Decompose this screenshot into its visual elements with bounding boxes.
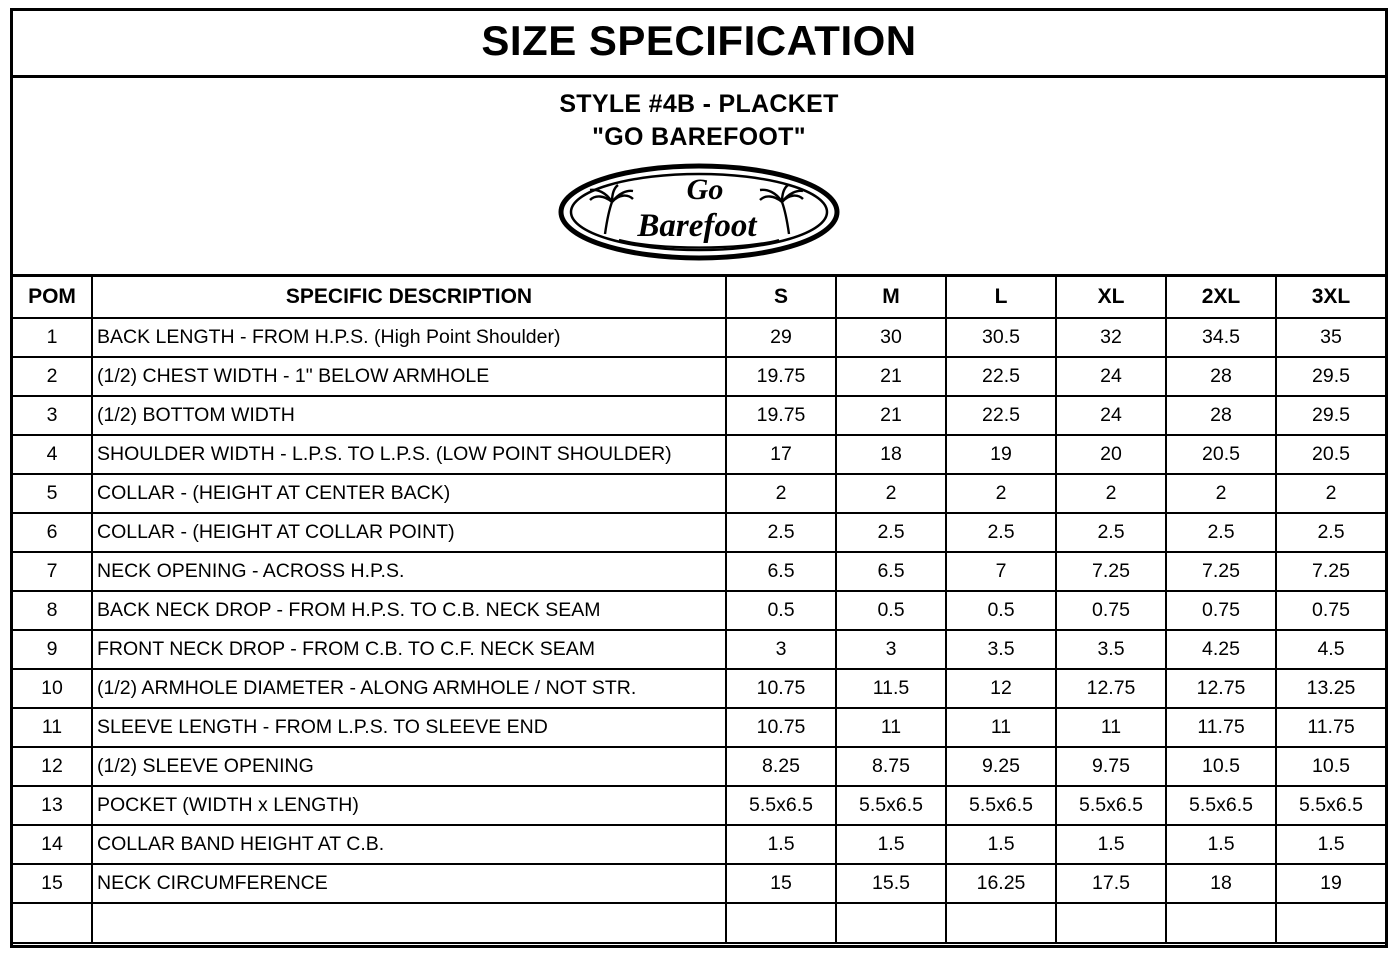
cell-2xl: 0.75	[1166, 591, 1276, 630]
cell-xl	[1056, 903, 1166, 943]
table-row	[13, 396, 1385, 435]
measurement-table-area	[13, 277, 1385, 945]
cell-m: 3	[836, 630, 946, 669]
cell-m: 11.5	[836, 669, 946, 708]
cell-xl: 9.75	[1056, 747, 1166, 786]
cell-3xl: 0.75	[1276, 591, 1385, 630]
cell-l: 22.5	[946, 357, 1056, 396]
cell-pom: 2	[13, 357, 92, 396]
cell-2xl: 5.5x6.5	[1166, 786, 1276, 825]
cell-m: 15.5	[836, 864, 946, 903]
cell-2xl: 2	[1166, 474, 1276, 513]
cell-m: 0.5	[836, 591, 946, 630]
cell-xl: 2	[1056, 474, 1166, 513]
cell-3xl: 13.25	[1276, 669, 1385, 708]
cell-xl: 20	[1056, 435, 1166, 474]
table-row	[13, 903, 1385, 943]
column-header-m: M	[836, 277, 946, 318]
cell-2xl: 2.5	[1166, 513, 1276, 552]
cell-description: BACK NECK DROP - FROM H.P.S. TO C.B. NECK SEAM	[92, 591, 726, 630]
cell-description: COLLAR BAND HEIGHT AT C.B.	[92, 825, 726, 864]
cell-3xl: 7.25	[1276, 552, 1385, 591]
column-header-s: S	[726, 277, 836, 318]
cell-m: 30	[836, 318, 946, 357]
cell-l: 30.5	[946, 318, 1056, 357]
cell-s: 6.5	[726, 552, 836, 591]
cell-description: BACK LENGTH - FROM H.P.S. (High Point Shoulder)	[92, 318, 726, 357]
brand-name: "GO BAREFOOT"	[592, 123, 806, 151]
style-name: STYLE #4B - PLACKET	[559, 90, 839, 118]
cell-xl: 12.75	[1056, 669, 1166, 708]
cell-2xl: 11.75	[1166, 708, 1276, 747]
cell-s: 2	[726, 474, 836, 513]
column-header-xl: XL	[1056, 277, 1166, 318]
column-header-l: L	[946, 277, 1056, 318]
cell-s: 15	[726, 864, 836, 903]
cell-xl: 17.5	[1056, 864, 1166, 903]
cell-l: 22.5	[946, 396, 1056, 435]
cell-l: 3.5	[946, 630, 1056, 669]
cell-xl: 24	[1056, 357, 1166, 396]
cell-l: 19	[946, 435, 1056, 474]
cell-m: 5.5x6.5	[836, 786, 946, 825]
cell-3xl: 29.5	[1276, 357, 1385, 396]
cell-2xl: 28	[1166, 396, 1276, 435]
cell-pom: 3	[13, 396, 92, 435]
cell-xl: 3.5	[1056, 630, 1166, 669]
cell-xl: 11	[1056, 708, 1166, 747]
cell-pom: 1	[13, 318, 92, 357]
table-row	[13, 435, 1385, 474]
cell-description: COLLAR - (HEIGHT AT CENTER BACK)	[92, 474, 726, 513]
cell-description: (1/2) ARMHOLE DIAMETER - ALONG ARMHOLE / NOT STR.	[92, 669, 726, 708]
cell-description: FRONT NECK DROP - FROM C.B. TO C.F. NECK SEAM	[92, 630, 726, 669]
cell-m: 1.5	[836, 825, 946, 864]
cell-m	[836, 903, 946, 943]
cell-m: 6.5	[836, 552, 946, 591]
cell-l: 12	[946, 669, 1056, 708]
cell-s	[726, 903, 836, 943]
cell-s: 19.75	[726, 396, 836, 435]
cell-l: 9.25	[946, 747, 1056, 786]
table-row	[13, 786, 1385, 825]
cell-pom: 15	[13, 864, 92, 903]
table-row	[13, 591, 1385, 630]
cell-m: 18	[836, 435, 946, 474]
cell-l: 1.5	[946, 825, 1056, 864]
cell-3xl: 2	[1276, 474, 1385, 513]
table-row	[13, 864, 1385, 903]
cell-s: 2.5	[726, 513, 836, 552]
cell-l: 0.5	[946, 591, 1056, 630]
cell-pom: 6	[13, 513, 92, 552]
cell-s: 10.75	[726, 669, 836, 708]
cell-description: SLEEVE LENGTH - FROM L.P.S. TO SLEEVE END	[92, 708, 726, 747]
cell-s: 29	[726, 318, 836, 357]
cell-3xl: 11.75	[1276, 708, 1385, 747]
cell-pom: 9	[13, 630, 92, 669]
cell-l: 7	[946, 552, 1056, 591]
cell-2xl: 4.25	[1166, 630, 1276, 669]
cell-pom: 10	[13, 669, 92, 708]
cell-s: 10.75	[726, 708, 836, 747]
logo-text-barefoot: Barefoot	[636, 208, 757, 244]
cell-description	[92, 903, 726, 943]
cell-3xl	[1276, 903, 1385, 943]
cell-2xl	[1166, 903, 1276, 943]
cell-s: 1.5	[726, 825, 836, 864]
cell-s: 8.25	[726, 747, 836, 786]
cell-m: 8.75	[836, 747, 946, 786]
cell-pom: 14	[13, 825, 92, 864]
cell-l: 2.5	[946, 513, 1056, 552]
cell-pom: 13	[13, 786, 92, 825]
cell-pom	[13, 903, 92, 943]
page-title: SIZE SPECIFICATION	[481, 17, 917, 64]
cell-m: 21	[836, 396, 946, 435]
cell-description: POCKET (WIDTH x LENGTH)	[92, 786, 726, 825]
cell-3xl: 19	[1276, 864, 1385, 903]
table-row	[13, 747, 1385, 786]
cell-s: 17	[726, 435, 836, 474]
cell-m: 21	[836, 357, 946, 396]
spec-sheet	[10, 8, 1388, 948]
cell-s: 5.5x6.5	[726, 786, 836, 825]
table-row	[13, 825, 1385, 864]
cell-pom: 4	[13, 435, 92, 474]
cell-xl: 1.5	[1056, 825, 1166, 864]
cell-l: 2	[946, 474, 1056, 513]
style-header-block	[13, 78, 1385, 277]
cell-l: 5.5x6.5	[946, 786, 1056, 825]
cell-xl: 0.75	[1056, 591, 1166, 630]
cell-s: 0.5	[726, 591, 836, 630]
cell-description: COLLAR - (HEIGHT AT COLLAR POINT)	[92, 513, 726, 552]
brand-logo	[13, 162, 1385, 262]
table-row	[13, 318, 1385, 357]
go-barefoot-logo-icon	[557, 162, 842, 262]
cell-s: 3	[726, 630, 836, 669]
cell-description: (1/2) CHEST WIDTH - 1" BELOW ARMHOLE	[92, 357, 726, 396]
cell-l	[946, 903, 1056, 943]
cell-3xl: 29.5	[1276, 396, 1385, 435]
table-header-row	[13, 277, 1385, 318]
cell-2xl: 10.5	[1166, 747, 1276, 786]
cell-2xl: 18	[1166, 864, 1276, 903]
cell-description: NECK CIRCUMFERENCE	[92, 864, 726, 903]
cell-l: 16.25	[946, 864, 1056, 903]
cell-pom: 11	[13, 708, 92, 747]
cell-3xl: 10.5	[1276, 747, 1385, 786]
cell-2xl: 1.5	[1166, 825, 1276, 864]
table-row	[13, 513, 1385, 552]
table-body	[13, 318, 1385, 943]
document-title-bar	[13, 11, 1385, 78]
column-header-2xl: 2XL	[1166, 277, 1276, 318]
cell-description: (1/2) SLEEVE OPENING	[92, 747, 726, 786]
cell-pom: 7	[13, 552, 92, 591]
cell-2xl: 20.5	[1166, 435, 1276, 474]
cell-pom: 8	[13, 591, 92, 630]
column-header-description: SPECIFIC DESCRIPTION	[92, 277, 726, 318]
cell-3xl: 4.5	[1276, 630, 1385, 669]
cell-3xl: 5.5x6.5	[1276, 786, 1385, 825]
cell-2xl: 28	[1166, 357, 1276, 396]
cell-2xl: 34.5	[1166, 318, 1276, 357]
cell-3xl: 20.5	[1276, 435, 1385, 474]
column-header-3xl: 3XL	[1276, 277, 1385, 318]
cell-xl: 32	[1056, 318, 1166, 357]
cell-description: (1/2) BOTTOM WIDTH	[92, 396, 726, 435]
cell-m: 2.5	[836, 513, 946, 552]
cell-xl: 24	[1056, 396, 1166, 435]
cell-m: 11	[836, 708, 946, 747]
table-row	[13, 630, 1385, 669]
cell-l: 11	[946, 708, 1056, 747]
cell-m: 2	[836, 474, 946, 513]
logo-text-go: Go	[686, 173, 723, 206]
cell-pom: 12	[13, 747, 92, 786]
cell-3xl: 35	[1276, 318, 1385, 357]
table-row	[13, 669, 1385, 708]
size-spec-table	[13, 277, 1385, 944]
cell-2xl: 12.75	[1166, 669, 1276, 708]
cell-xl: 7.25	[1056, 552, 1166, 591]
cell-pom: 5	[13, 474, 92, 513]
column-header-pom: POM	[13, 277, 92, 318]
cell-xl: 5.5x6.5	[1056, 786, 1166, 825]
cell-3xl: 2.5	[1276, 513, 1385, 552]
cell-3xl: 1.5	[1276, 825, 1385, 864]
cell-xl: 2.5	[1056, 513, 1166, 552]
cell-description: SHOULDER WIDTH - L.P.S. TO L.P.S. (LOW POINT SHOULDER)	[92, 435, 726, 474]
table-row	[13, 474, 1385, 513]
cell-s: 19.75	[726, 357, 836, 396]
table-row	[13, 552, 1385, 591]
table-row	[13, 357, 1385, 396]
cell-description: NECK OPENING - ACROSS H.P.S.	[92, 552, 726, 591]
table-row	[13, 708, 1385, 747]
cell-2xl: 7.25	[1166, 552, 1276, 591]
